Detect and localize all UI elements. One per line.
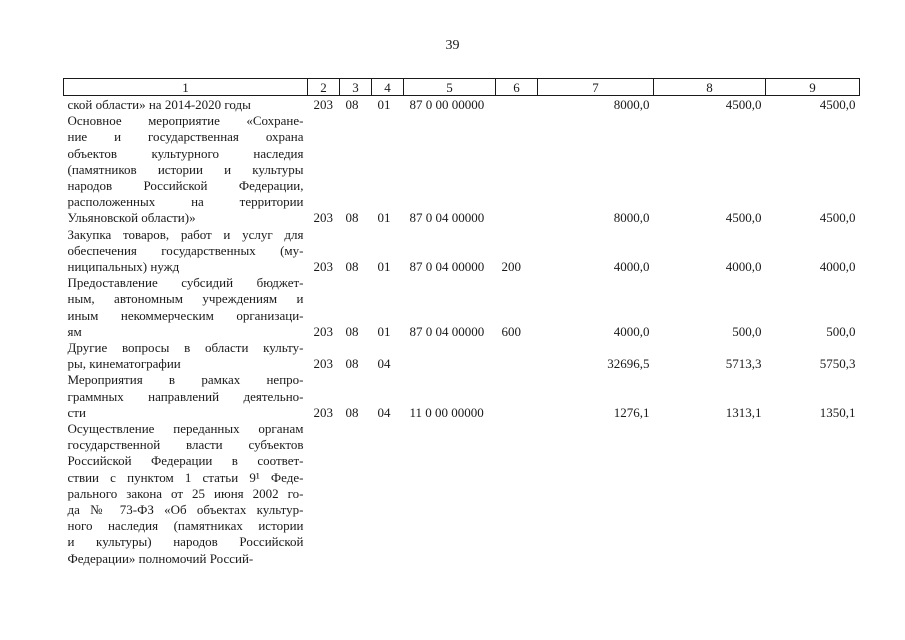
cell-expense-type: 600 xyxy=(501,323,521,339)
column-header: 5 xyxy=(404,79,496,96)
row-name-line: Другие вопросы в области культу- xyxy=(67,340,304,356)
row-name-line: Федерации» полномочий Россий- xyxy=(67,550,254,566)
row-name-line: сти xyxy=(67,404,86,420)
cell-expense-type xyxy=(496,96,538,114)
column-header: 7 xyxy=(538,79,654,96)
row-name-line: Основное мероприятие «Сохране- xyxy=(67,113,304,129)
cell-amount-2: 500,0 xyxy=(732,323,762,339)
row-name-line: (памятников истории и культуры xyxy=(67,161,304,177)
cell-rz: 203 xyxy=(313,259,333,275)
cell-amount-1: 1276,1 xyxy=(613,404,650,420)
cell-amount-1: 8000,0 xyxy=(613,97,650,112)
column-header: 3 xyxy=(340,79,372,96)
row-name-line: Закупка товаров, работ и услуг для xyxy=(67,226,304,242)
row-name-line: ниципальных) нужд xyxy=(67,259,180,275)
cell-pr: 08 xyxy=(345,97,359,112)
cell-target: 11 0 00 00000 xyxy=(409,404,484,420)
row-name-line: Мероприятия в рамках непро- xyxy=(67,372,304,388)
row-name xyxy=(64,372,308,421)
row-name xyxy=(64,113,308,226)
column-header: 1 xyxy=(64,79,308,96)
cell-amount-2 xyxy=(654,421,766,567)
cell-amount-1: 4000,0 xyxy=(613,323,650,339)
row-name-line: ры, кинематографии xyxy=(67,356,181,372)
cell-expense-type: 200 xyxy=(501,259,521,275)
row-name-line: Ульяновской области)» xyxy=(67,210,196,226)
row-name-line: Российской Федерации в соответ- xyxy=(67,453,304,469)
budget-table xyxy=(63,78,860,567)
cell-target xyxy=(404,421,496,567)
cell-sub: 01 xyxy=(377,323,391,339)
row-name-line: народов Российской Федерации, xyxy=(67,178,304,194)
cell-amount-2: 4500,0 xyxy=(725,210,762,226)
cell-amount-2: 4000,0 xyxy=(725,259,762,275)
row-name-line: граммных направлений деятельно- xyxy=(67,388,304,404)
cell-target: 87 0 04 00000 xyxy=(409,210,485,226)
row-name-line: объектов культурного наследия xyxy=(67,145,304,161)
row-name-line: ние и государственная охрана xyxy=(67,129,304,145)
column-header: 2 xyxy=(308,79,340,96)
cell-sub: 01 xyxy=(377,259,391,275)
cell-rz: 203 xyxy=(313,356,333,372)
row-name xyxy=(64,275,308,340)
cell-pr: 08 xyxy=(345,259,359,275)
cell-target xyxy=(404,340,496,372)
cell-pr: 08 xyxy=(345,356,359,372)
row-name xyxy=(64,340,308,372)
cell-amount-1 xyxy=(538,421,654,567)
row-name-line: ствии с пунктом 1 статьи 9¹ Феде- xyxy=(67,469,304,485)
page-number: 39 xyxy=(445,38,460,53)
table-row xyxy=(64,340,860,372)
row-name xyxy=(64,227,308,276)
cell-amount-1: 8000,0 xyxy=(613,210,650,226)
cell-sub: 04 xyxy=(377,404,391,420)
cell-pr: 08 xyxy=(345,210,359,226)
cell-amount-1: 4000,0 xyxy=(613,259,650,275)
table-row xyxy=(64,96,860,114)
column-header: 6 xyxy=(496,79,538,96)
row-name-line: обеспечения государственных (му- xyxy=(67,242,304,258)
row-name-line: Осуществление переданных органам xyxy=(67,421,304,437)
table-row xyxy=(64,275,860,340)
cell-target: 87 0 04 00000 xyxy=(409,259,485,275)
row-name-line: государственной власти субъектов xyxy=(67,437,304,453)
row-name-line: Предоставление субсидий бюджет- xyxy=(67,275,304,291)
cell-sub: 01 xyxy=(377,97,391,112)
cell-expense-type xyxy=(496,340,538,372)
cell-rz: 203 xyxy=(313,210,333,226)
table-row xyxy=(64,372,860,421)
table-row xyxy=(64,113,860,226)
cell-target: 87 0 04 00000 xyxy=(409,323,485,339)
cell-expense-type xyxy=(496,113,538,226)
row-name-line: и культуры) народов Российской xyxy=(67,534,304,550)
cell-amount-3: 500,0 xyxy=(826,323,856,339)
cell-amount-2: 5713,3 xyxy=(725,356,762,372)
cell-rz: 203 xyxy=(313,404,333,420)
table-row xyxy=(64,421,860,567)
column-header: 4 xyxy=(372,79,404,96)
row-name-line: расположенных на территории xyxy=(67,194,304,210)
cell-rz: 203 xyxy=(313,323,333,339)
cell-amount-3: 4500,0 xyxy=(819,97,856,112)
table-body xyxy=(64,96,860,567)
row-name-line: ного наследия (памятниках истории xyxy=(67,518,304,534)
table-row xyxy=(64,227,860,276)
row-name xyxy=(64,96,308,114)
cell-amount-3: 1350,1 xyxy=(819,404,856,420)
cell-sub xyxy=(372,421,404,567)
column-header: 9 xyxy=(766,79,860,96)
row-name-line: да № 73-ФЗ «Об объектах культур- xyxy=(67,502,304,518)
cell-pr: 08 xyxy=(345,323,359,339)
cell-expense-type xyxy=(496,421,538,567)
cell-amount-3: 5750,3 xyxy=(819,356,856,372)
cell-rz xyxy=(308,421,340,567)
row-name-line: ным, автономным учреждениям и xyxy=(67,291,304,307)
cell-sub: 04 xyxy=(377,356,391,372)
cell-target: 87 0 00 00000 xyxy=(409,97,485,112)
row-name-line: иным некоммерческим организаци- xyxy=(67,307,304,323)
cell-amount-3 xyxy=(766,421,860,567)
cell-amount-2: 1313,1 xyxy=(725,404,762,420)
cell-expense-type xyxy=(496,372,538,421)
column-header: 8 xyxy=(654,79,766,96)
row-name-line: ям xyxy=(67,323,82,339)
cell-amount-1: 32696,5 xyxy=(607,356,650,372)
cell-pr: 08 xyxy=(345,404,359,420)
cell-sub: 01 xyxy=(377,210,391,226)
cell-amount-3: 4000,0 xyxy=(819,259,856,275)
row-name xyxy=(64,421,308,567)
row-name-line: ской области» на 2014-2020 годы xyxy=(67,97,251,112)
header-row xyxy=(64,79,860,96)
cell-pr xyxy=(340,421,372,567)
cell-amount-2: 4500,0 xyxy=(725,97,762,112)
cell-rz: 203 xyxy=(313,97,333,112)
cell-amount-3: 4500,0 xyxy=(819,210,856,226)
row-name-line: рального закона от 25 июня 2002 го- xyxy=(67,485,304,501)
